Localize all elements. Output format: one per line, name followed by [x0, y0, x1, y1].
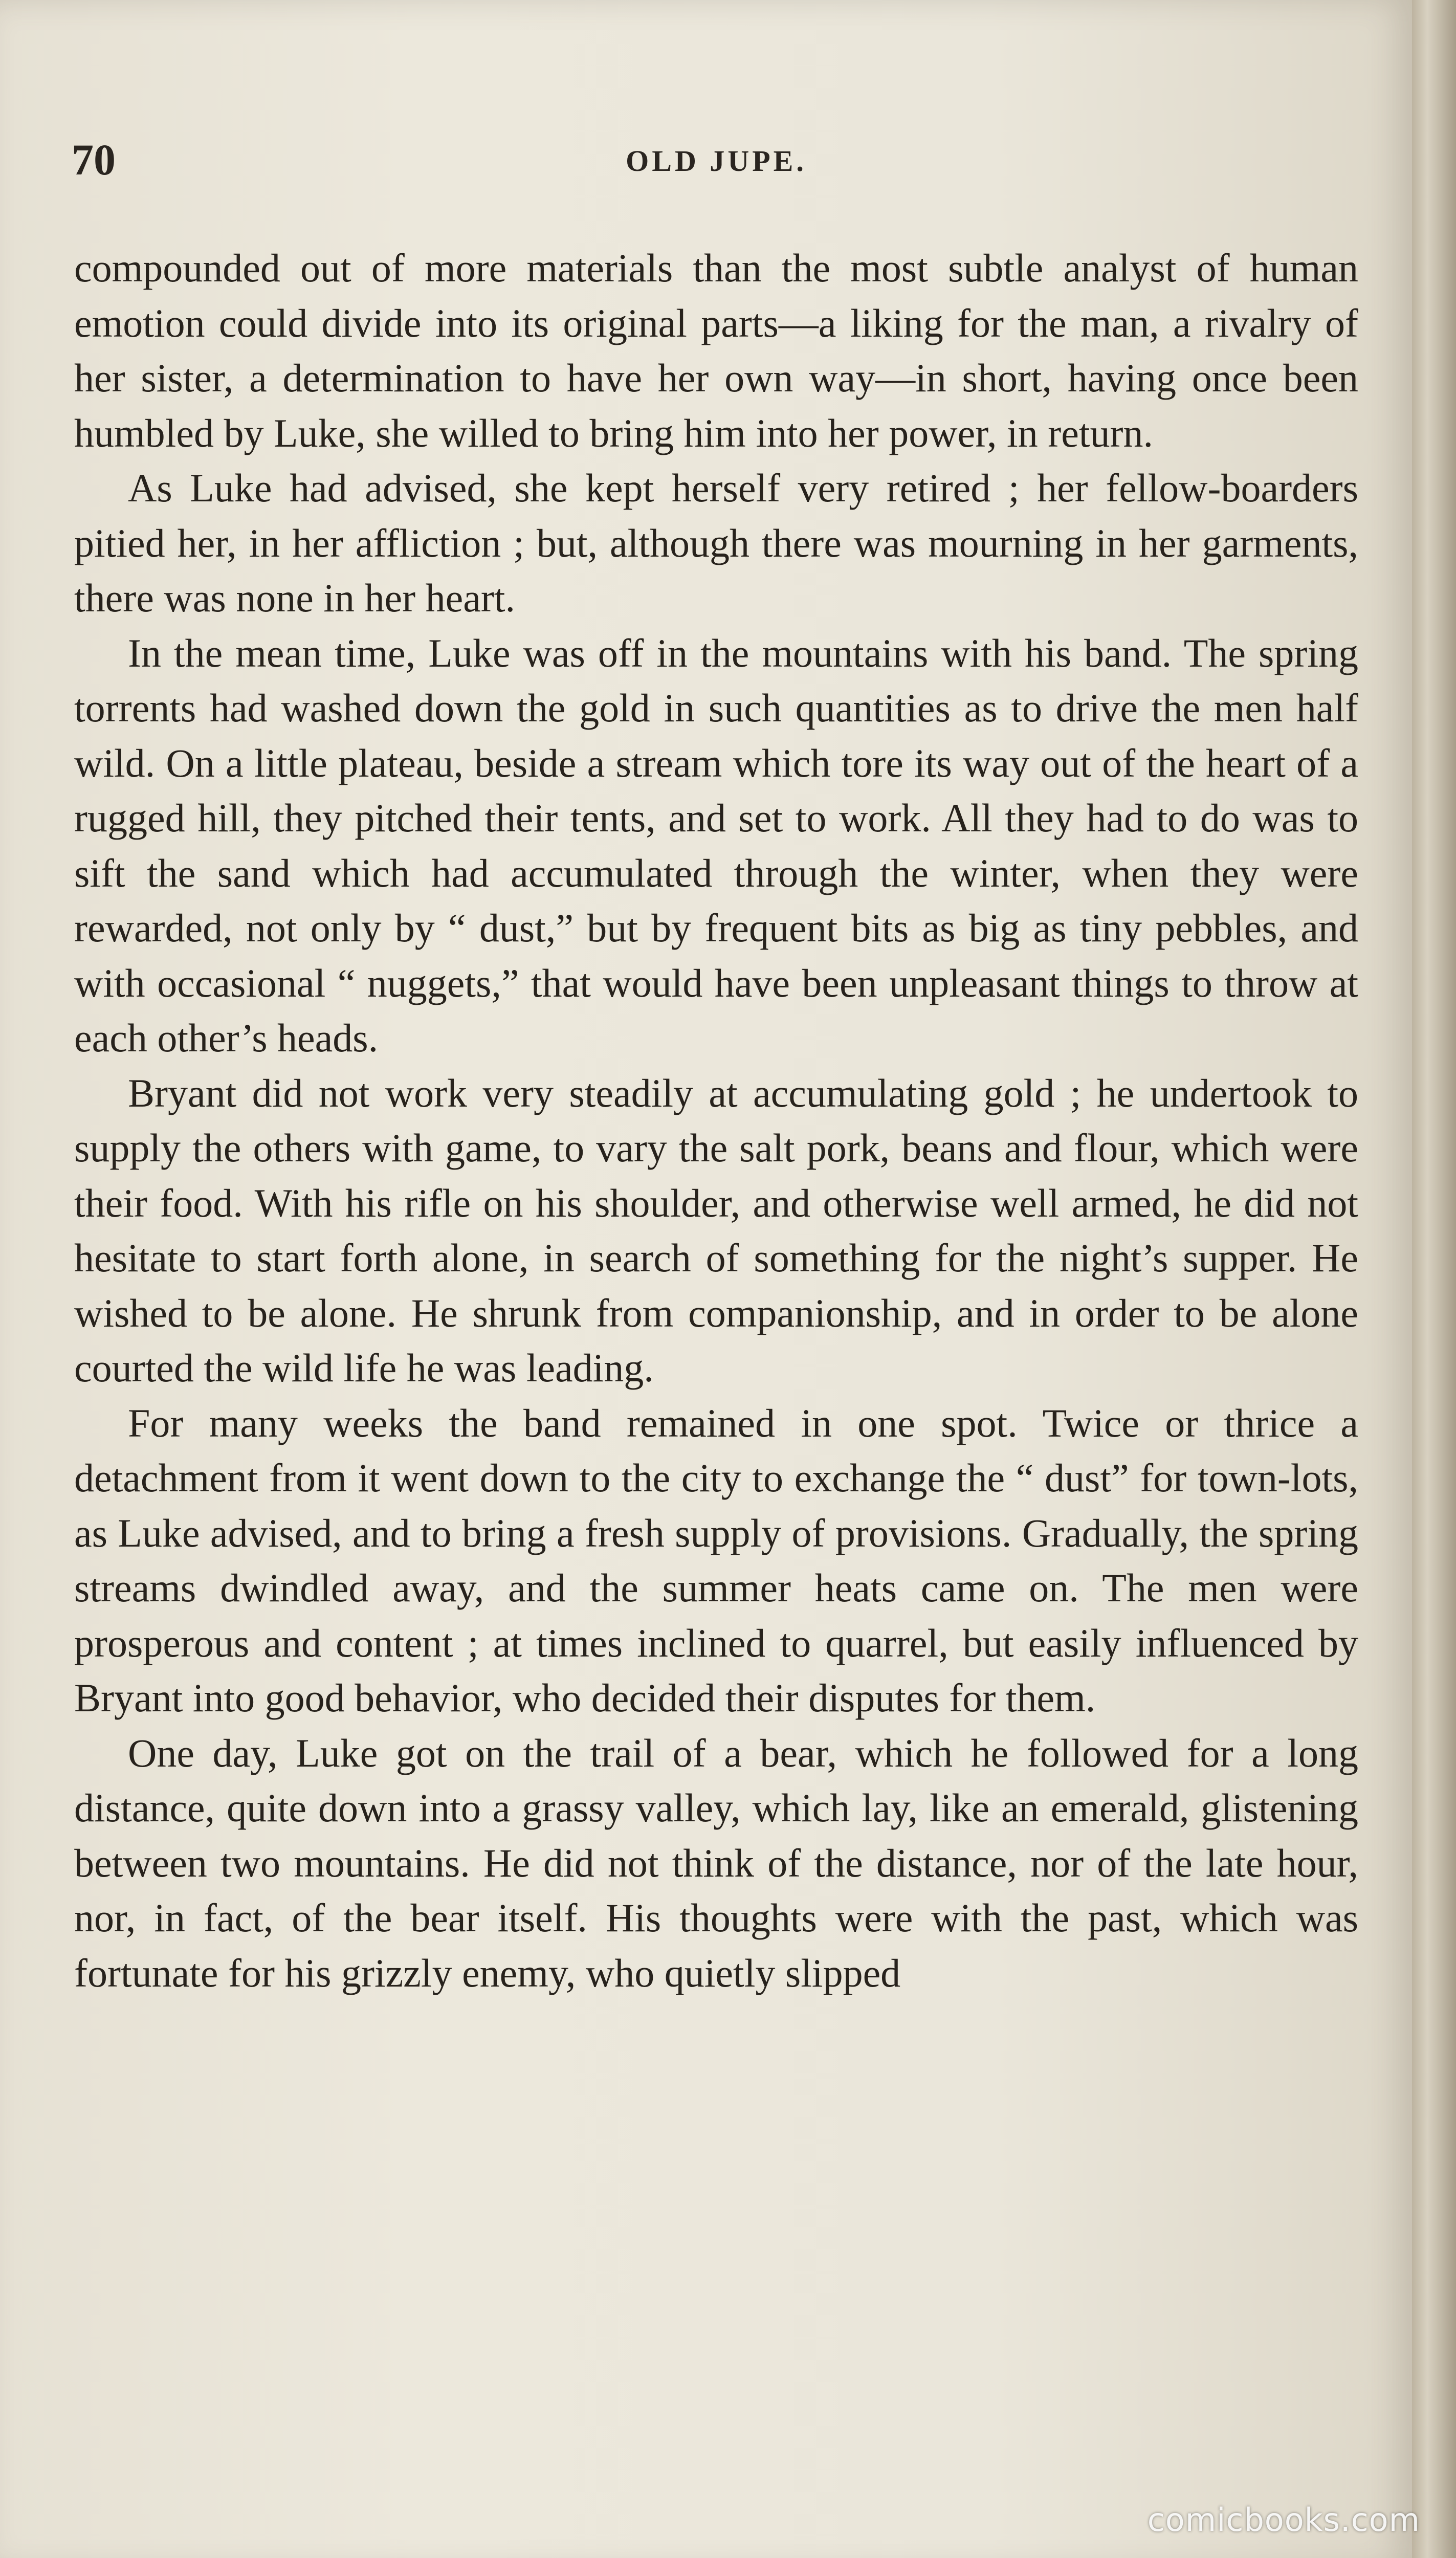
watermark: comicbooks.com: [1147, 2501, 1420, 2539]
paragraph: Bryant did not work very steadily at accumulating gold ; he undertook to supply the others with game, to vary the salt pork, beans and flour, which were their food. With his rifle on his shoulder, and otherwise well armed, he did not hesitate to start forth alone, in search of something for the night’s supper. He wished to be alone. He shrunk from companionship, and in order to be alone courted the wild life he was leading.: [74, 1070, 1358, 1390]
page-number: 70: [72, 135, 116, 184]
paragraph: For many weeks the band remained in one spot. Twice or thrice a detachment from it went down to the city to exchange the “ dust” for town-lots, as Luke advised, and to bring a fresh supply of provisions. Gradually, the spring streams dwindled away, and the summer heats came on. The men were prosperous and content ; at times inclined to quarrel, but easily influenced by Bryant into good behavior, who decided their disputes for them.: [74, 1400, 1358, 1720]
paragraph: One day, Luke got on the trail of a bear, which he followed for a long distance, quite down into a grassy valley, which lay, like an emerald, glistening between two mountains. He did not think of the distance, nor of the late hour, nor, in fact, of the bear itself. His thoughts were with the past, which was fortunate for his grizzly enemy, who quietly slipped: [74, 1730, 1358, 1995]
paragraph: compounded out of more materials than the most subtle analyst of human emotion could divide into its original parts—a liking for the man, a rivalry of her sister, a determination to have her own way—in short, having once been humbled by Luke, she willed to bring him into her power, in return.: [74, 246, 1358, 455]
body-text: [74, 240, 1358, 2000]
paragraph: In the mean time, Luke was off in the mountains with his band. The spring torrents had washed down the gold in such quantities as to drive the men half wild. On a little plateau, beside a stream which tore its way out of the heart of a rugged hill, they pitched their tents, and set to work. All they had to do was to sift the sand which had accumulated through the winter, when they were rewarded, not only by “ dust,” but by frequent bits as big as tiny pebbles, and with occasional “ nuggets,” that would have been unpleasant things to throw at each other’s heads.: [74, 630, 1358, 1060]
book-spine-shadow: [1412, 0, 1456, 2558]
page-header: [72, 134, 1361, 190]
paragraph: As Luke had advised, she kept herself very retired ; her fellow-boarders pitied her, in her affliction ; but, although there was mourning in her garments, there was none in her heart.: [74, 466, 1358, 620]
running-head: OLD JUPE.: [626, 144, 807, 178]
